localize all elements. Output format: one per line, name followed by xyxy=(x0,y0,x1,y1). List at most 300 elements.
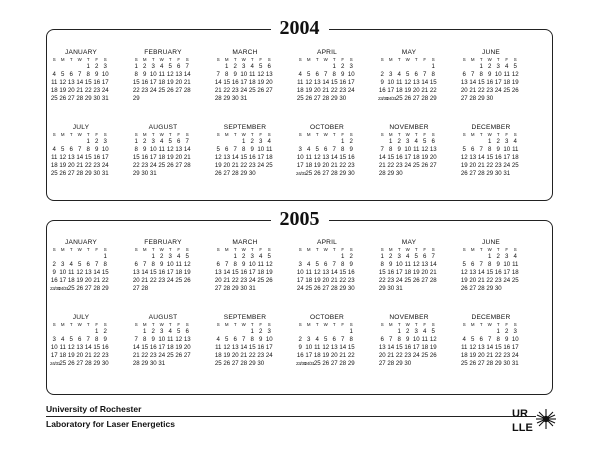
day-cell xyxy=(395,63,404,71)
weekday-label: T xyxy=(332,247,336,252)
week-row xyxy=(50,277,112,285)
day-cell: 17 xyxy=(158,344,166,351)
day-cell: 8 xyxy=(86,71,90,78)
day-cell: 29 xyxy=(347,360,355,367)
day-cell: 23 xyxy=(486,87,494,94)
day-cell xyxy=(460,328,469,336)
day-cell: 5 xyxy=(513,63,517,70)
day-cell: 24 xyxy=(494,87,502,94)
day-cell: 3 xyxy=(496,63,500,70)
week-row xyxy=(296,360,358,368)
day-cell: 16 xyxy=(404,344,412,351)
week-row xyxy=(460,95,522,103)
weekday-label: S xyxy=(349,322,353,327)
day-cell: 24/31 xyxy=(386,96,397,101)
day-cell: 29 xyxy=(486,170,494,177)
day-cell: 17 xyxy=(305,352,313,359)
day-cell xyxy=(248,95,257,103)
weekday-label: T xyxy=(86,247,90,252)
weekday-label: W xyxy=(77,247,82,252)
day-cell: 28 xyxy=(240,360,248,367)
weekday-label: S xyxy=(513,322,517,327)
day-cell xyxy=(378,138,387,146)
day-cell: 4 xyxy=(423,328,427,335)
day-cell: 3 xyxy=(267,328,271,335)
day-cell: 1 xyxy=(479,63,483,70)
day-cell: 2 xyxy=(406,328,410,335)
day-cell: 9 xyxy=(349,261,353,268)
day-cell: 22 xyxy=(494,352,502,359)
day-cell xyxy=(59,253,68,261)
day-cell: 13 xyxy=(330,344,338,351)
day-cell: 16 xyxy=(158,269,166,276)
weekday-label: W xyxy=(323,322,328,327)
day-cell: 11 xyxy=(314,344,321,351)
day-cell: 16 xyxy=(231,79,239,86)
week-row xyxy=(50,170,112,178)
week-row xyxy=(378,253,440,261)
day-cell: 19 xyxy=(404,87,412,94)
weekday-label: T xyxy=(315,132,319,137)
weekday-label: T xyxy=(69,57,73,62)
day-cell: 17 xyxy=(296,277,304,284)
day-cell xyxy=(50,63,59,71)
day-cell: 2 xyxy=(143,138,147,145)
day-cell: 5 xyxy=(177,328,181,335)
week-row xyxy=(50,95,112,103)
day-cell: 19 xyxy=(511,79,519,86)
weekday-label: M xyxy=(388,57,393,62)
weekday-label: T xyxy=(69,132,73,137)
month-name: JANUARY xyxy=(64,49,98,56)
weekday-label: T xyxy=(315,322,319,327)
weekday-label: T xyxy=(233,247,237,252)
day-cell: 26 xyxy=(313,170,321,177)
day-cell: 17 xyxy=(387,87,395,94)
weekday-label: W xyxy=(405,57,410,62)
day-cell: 19 xyxy=(59,87,67,94)
weekday-label: W xyxy=(241,132,246,137)
weekday-label: M xyxy=(388,132,393,137)
day-cell: 26 xyxy=(59,170,67,177)
day-cell: 29 xyxy=(93,360,101,367)
day-cell: 29 xyxy=(339,170,347,177)
day-cell: 14 xyxy=(141,269,149,276)
day-cell: 25 xyxy=(305,285,313,292)
day-cell: 29 xyxy=(330,95,338,102)
day-cell: 15 xyxy=(223,79,231,86)
week-row xyxy=(296,63,358,71)
day-cell: 18 xyxy=(257,269,265,276)
week-row xyxy=(132,162,194,170)
day-cell: 21 xyxy=(322,87,330,94)
week-row xyxy=(460,360,522,368)
day-cell: 11 xyxy=(413,146,420,153)
weekday-label: W xyxy=(487,247,492,252)
day-cell: 29 xyxy=(84,95,92,102)
week-row xyxy=(50,253,112,261)
day-cell: 28 xyxy=(330,170,338,177)
day-cell: 18 xyxy=(404,269,412,276)
day-cell: 24/31 xyxy=(50,361,60,366)
day-cell: 27 xyxy=(223,170,231,177)
weekday-label: S xyxy=(380,247,384,252)
day-cell: 19 xyxy=(322,352,330,359)
week-row xyxy=(214,336,276,344)
day-cell: 25 xyxy=(50,170,58,177)
week-row xyxy=(132,71,194,79)
day-cell: 3 xyxy=(168,253,172,260)
day-cell: 5 xyxy=(69,336,73,343)
day-cell xyxy=(469,253,478,261)
weekday-label: W xyxy=(405,132,410,137)
day-cell: 8 xyxy=(250,336,254,343)
day-cell: 12 xyxy=(59,154,67,161)
week-row xyxy=(214,146,276,154)
day-cell xyxy=(313,328,322,336)
day-cell: 23 xyxy=(387,277,395,284)
week-row xyxy=(296,71,358,79)
week-row xyxy=(296,138,358,146)
day-cell: 28 xyxy=(387,360,395,367)
day-cell: 9 xyxy=(406,336,410,343)
day-cell xyxy=(158,95,167,103)
day-cell: 10 xyxy=(149,71,157,78)
day-cell xyxy=(404,285,413,293)
day-cell: 10 xyxy=(149,146,157,153)
week-row xyxy=(296,269,358,277)
day-cell: 8 xyxy=(488,146,492,153)
weekday-label: S xyxy=(267,247,271,252)
day-cell: 9 xyxy=(298,344,302,351)
weekday-label: W xyxy=(159,322,164,327)
weekday-label: W xyxy=(487,57,492,62)
day-cell: 12 xyxy=(257,71,265,78)
day-cell: 8 xyxy=(134,71,138,78)
day-cell: 22 xyxy=(339,162,347,169)
day-cell: 26 xyxy=(460,170,468,177)
day-cell: 16 xyxy=(257,344,265,351)
day-cell: 15 xyxy=(347,344,355,351)
day-cell: 5 xyxy=(431,328,435,335)
day-cell: 18 xyxy=(158,79,166,86)
weekday-label: T xyxy=(315,247,319,252)
day-cell: 5 xyxy=(216,146,220,153)
day-cell: 30 xyxy=(347,170,355,177)
weekday-label: S xyxy=(431,247,435,252)
day-cell: 2 xyxy=(397,138,401,145)
day-cell: 29 xyxy=(231,285,239,292)
week-row xyxy=(378,360,440,368)
day-cell: 20 xyxy=(67,162,75,169)
day-cell: 18 xyxy=(412,154,420,161)
month-name: FEBRUARY xyxy=(144,49,182,56)
day-cell: 18 xyxy=(67,277,75,284)
month-name: DECEMBER xyxy=(471,124,511,131)
day-cell: 1 xyxy=(233,253,237,260)
day-cell xyxy=(296,253,305,261)
weekday-label: W xyxy=(241,247,246,252)
day-cell: 19 xyxy=(469,352,477,359)
day-cell xyxy=(347,95,356,103)
day-cell: 4 xyxy=(397,71,401,78)
day-cell: 30 xyxy=(141,170,149,177)
day-cell: 19 xyxy=(257,79,265,86)
day-cell: 1 xyxy=(341,138,345,145)
day-cell: 25 xyxy=(404,277,412,284)
weekday-label: S xyxy=(431,57,435,62)
week-row xyxy=(214,261,276,269)
day-cell: 8 xyxy=(479,71,483,78)
day-cell: 17 xyxy=(412,344,420,351)
day-cell: 19 xyxy=(223,352,231,359)
week-row xyxy=(296,277,358,285)
day-cell: 21 xyxy=(183,154,191,161)
day-cell: 21 xyxy=(231,162,239,169)
day-cell: 12 xyxy=(429,336,437,343)
day-cell: 8 xyxy=(332,71,336,78)
day-cell xyxy=(412,360,421,368)
day-cell: 13 xyxy=(175,71,183,78)
day-cell: 27 xyxy=(330,360,338,367)
day-cell: 18 xyxy=(313,352,321,359)
day-cell: 3 xyxy=(414,328,418,335)
day-cell: 17 xyxy=(395,269,403,276)
weekday-label: M xyxy=(306,57,311,62)
weekday-label: M xyxy=(142,132,147,137)
day-cell: 13 xyxy=(322,154,330,161)
day-cell: 6 xyxy=(471,146,475,153)
day-cell xyxy=(486,328,495,336)
day-cell: 20 xyxy=(412,87,420,94)
day-cell: 11 xyxy=(215,344,222,351)
day-cell: 15 xyxy=(387,154,395,161)
day-cell: 3 xyxy=(242,63,246,70)
day-cell: 7 xyxy=(242,336,246,343)
week-row xyxy=(214,360,276,368)
day-cell: 3 xyxy=(103,63,107,70)
week-row xyxy=(132,63,194,71)
day-cell xyxy=(67,253,76,261)
day-cell xyxy=(175,360,184,368)
day-cell: 12 xyxy=(469,344,477,351)
day-cell: 8 xyxy=(86,146,90,153)
day-cell xyxy=(404,170,413,178)
day-cell xyxy=(175,95,184,103)
weekday-label: F xyxy=(177,247,181,252)
day-cell xyxy=(429,360,438,368)
day-cell: 14 xyxy=(231,154,239,161)
day-cell: 6 xyxy=(315,71,319,78)
day-cell: 24 xyxy=(511,352,519,359)
weekday-label: S xyxy=(103,247,107,252)
day-cell: 15 xyxy=(84,79,92,86)
day-cell: 31 xyxy=(248,285,256,292)
day-cell: 14 xyxy=(183,71,191,78)
day-cell: 6 xyxy=(324,146,328,153)
day-cell: 4 xyxy=(61,336,65,343)
day-cell: 17 xyxy=(101,79,109,86)
day-cell: 14 xyxy=(84,344,92,351)
day-cell: 29 xyxy=(494,360,502,367)
day-cell: 28 xyxy=(477,170,485,177)
weekday-label: W xyxy=(159,132,164,137)
day-cell xyxy=(175,285,184,293)
day-cell: 27 xyxy=(175,162,183,169)
weekday-label: S xyxy=(52,322,56,327)
week-row xyxy=(460,63,522,71)
day-cell: 4 xyxy=(307,146,311,153)
day-cell: 25 xyxy=(50,95,58,102)
day-cell: 28 xyxy=(76,95,84,102)
day-cell: 15 xyxy=(132,79,140,86)
day-cell: 28 xyxy=(378,170,386,177)
day-cell: 2 xyxy=(349,138,353,145)
week-row xyxy=(214,138,276,146)
week-row xyxy=(460,352,522,360)
day-cell: 26 xyxy=(322,360,330,367)
week-row xyxy=(378,146,440,154)
day-cell: 9 xyxy=(496,261,500,268)
month-april-2004 xyxy=(296,49,358,103)
day-cell xyxy=(214,328,223,336)
day-cell: 12 xyxy=(223,344,231,351)
weekday-label: W xyxy=(487,132,492,137)
day-cell: 11 xyxy=(461,344,468,351)
day-cell xyxy=(305,253,314,261)
day-cell: 29 xyxy=(132,170,140,177)
day-cell: 22 xyxy=(84,87,92,94)
month-name: JUNE xyxy=(481,49,501,56)
weekday-label: T xyxy=(168,322,172,327)
day-cell xyxy=(223,328,232,336)
day-cell: 19 xyxy=(421,154,429,161)
day-cell: 14 xyxy=(429,261,437,268)
week-row xyxy=(132,328,194,336)
day-cell: 29 xyxy=(101,285,109,292)
week-row xyxy=(378,328,440,336)
day-cell: 5 xyxy=(267,253,271,260)
day-cell: 30 xyxy=(404,360,412,367)
day-cell: 26 xyxy=(67,360,75,367)
day-cell: 10 xyxy=(265,336,273,343)
day-cell: 20 xyxy=(313,87,321,94)
day-cell: 11 xyxy=(158,71,165,78)
day-cell: 3 xyxy=(151,63,155,70)
day-cell: 16 xyxy=(149,344,157,351)
day-cell: 1 xyxy=(349,328,353,335)
day-cell: 26 xyxy=(166,87,174,94)
day-cell: 9 xyxy=(160,261,164,268)
day-cell: 13 xyxy=(231,344,239,351)
day-cell: 14 xyxy=(330,154,338,161)
day-cell: 11 xyxy=(503,71,510,78)
day-cell: 12 xyxy=(511,71,519,78)
week-row xyxy=(132,170,194,178)
weekday-label: M xyxy=(224,132,229,137)
day-cell: 7 xyxy=(233,146,237,153)
week-row xyxy=(378,79,440,87)
day-cell xyxy=(50,328,59,336)
day-cell: 12 xyxy=(166,71,174,78)
day-cell: 3 xyxy=(298,146,302,153)
day-cell: 14 xyxy=(322,79,330,86)
weekday-label: S xyxy=(380,132,384,137)
day-cell: 15 xyxy=(494,344,502,351)
day-cell xyxy=(214,63,223,71)
day-cell: 11 xyxy=(305,269,312,276)
day-cell: 19 xyxy=(305,87,313,94)
day-cell: 23 xyxy=(347,277,355,284)
day-cell: 2 xyxy=(95,63,99,70)
month-may-2005 xyxy=(378,239,440,293)
week-row xyxy=(378,344,440,352)
day-cell: 21 xyxy=(84,352,92,359)
day-cell: 14 xyxy=(378,154,386,161)
weekday-label: T xyxy=(479,247,483,252)
weekday-label: S xyxy=(52,247,56,252)
month-august-2004 xyxy=(132,124,194,178)
day-cell: 12 xyxy=(460,154,468,161)
weekday-label: T xyxy=(479,132,483,137)
day-cell: 15 xyxy=(486,269,494,276)
day-cell xyxy=(93,253,102,261)
day-cell xyxy=(50,138,59,146)
month-december-2004 xyxy=(460,124,522,178)
day-cell xyxy=(214,138,223,146)
week-row xyxy=(460,146,522,154)
day-cell: 24 xyxy=(395,277,403,284)
weekday-label: F xyxy=(259,247,263,252)
day-cell: 8 xyxy=(134,146,138,153)
weekday-label: S xyxy=(185,132,189,137)
day-cell: 17 xyxy=(149,79,157,86)
day-cell: 4 xyxy=(315,336,319,343)
day-cell: 22 xyxy=(231,277,239,284)
day-cell: 17 xyxy=(494,79,502,86)
day-cell xyxy=(404,63,413,71)
day-cell: 2 xyxy=(242,253,246,260)
day-cell xyxy=(412,63,421,71)
week-row xyxy=(296,352,358,360)
month-december-2005 xyxy=(460,314,522,368)
weekday-label: F xyxy=(341,247,345,252)
day-cell: 4 xyxy=(462,336,466,343)
day-cell: 28 xyxy=(84,360,92,367)
day-cell: 13 xyxy=(223,154,231,161)
day-cell: 4 xyxy=(307,261,311,268)
day-cell: 23 xyxy=(248,162,256,169)
day-cell: 13 xyxy=(469,269,477,276)
day-cell: 23 xyxy=(395,162,403,169)
week-row xyxy=(214,285,276,293)
day-cell: 27 xyxy=(183,352,191,359)
day-cell: 4 xyxy=(505,63,509,70)
day-cell: 9 xyxy=(95,146,99,153)
day-cell: 18 xyxy=(59,352,67,359)
day-cell: 13 xyxy=(76,344,84,351)
day-cell: 29 xyxy=(477,95,485,102)
weekday-label: W xyxy=(77,132,82,137)
day-cell xyxy=(313,253,322,261)
day-cell: 25 xyxy=(503,87,511,94)
day-cell: 18 xyxy=(166,344,174,351)
weekday-label: T xyxy=(250,247,254,252)
day-cell: 14 xyxy=(330,269,338,276)
day-cell: 11 xyxy=(175,261,182,268)
day-cell: 24 xyxy=(347,87,355,94)
day-cell: 28 xyxy=(223,285,231,292)
